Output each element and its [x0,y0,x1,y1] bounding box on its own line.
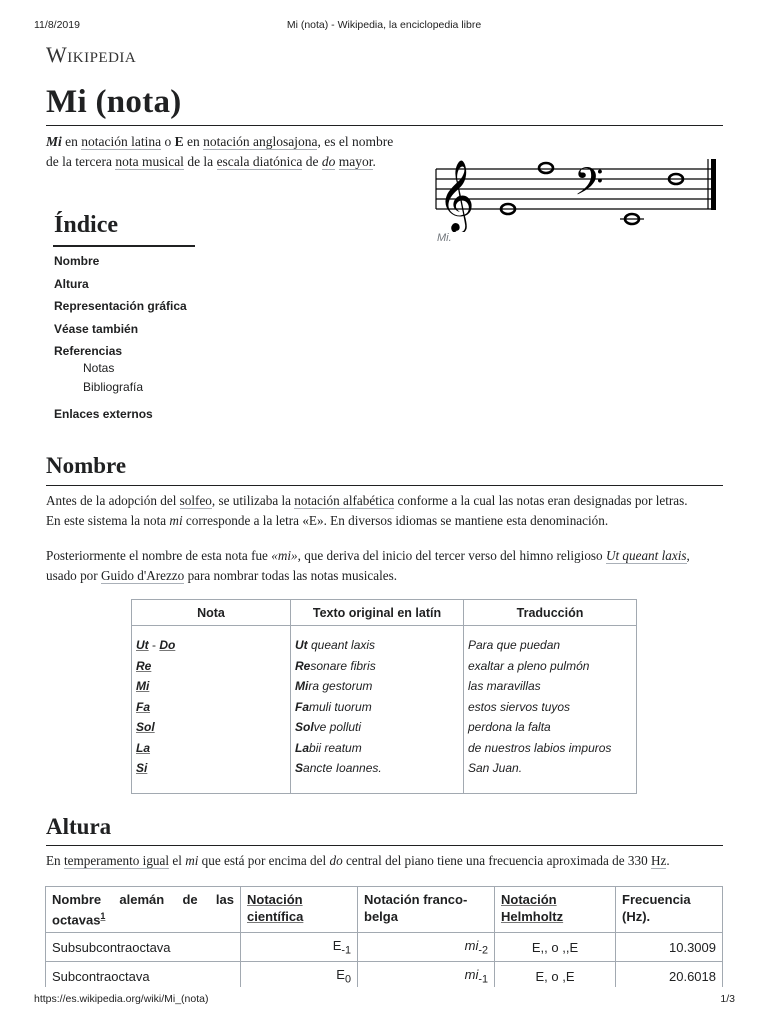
hymn-header-latin: Texto original en latín [291,600,464,626]
nombre-paragraph-1: Antes de la adopción del solfeo, se utilizaba la notación alfabética conforme a la cual las notas eran designadas por letras. En este sistema la nota mi corresponde a la letra «E». En diversos idiomas se mantiene esta denominación. [46,493,688,528]
octave-name: Subsubcontraoctava [46,933,241,962]
scientific-notation: $E_{-1}$ [241,933,358,962]
link-re[interactable]: Re [136,658,152,673]
bass-clef-icon: 𝄢 [574,159,604,213]
franco-belgian-notation: $mi_{-2}$ [358,933,495,962]
section-heading-nombre: Nombre [46,453,127,478]
print-page-number: 1/3 [720,993,735,1005]
toc-item-notas[interactable]: Notas [83,361,115,375]
toc-item-representacion[interactable]: Representación gráfica [54,299,187,313]
print-date: 11/8/2019 [34,19,80,31]
link-do[interactable]: do [321,154,336,169]
hymn-translation-cell: Para que puedan exaltar a pleno pulmón las maravillas estos siervos tuyos perdona la falta de nuestros labios impuros San Juan. [464,626,637,794]
frequency-value: 20.6018 [616,962,723,991]
altura-paragraph: En temperamento igual el mi que está por encima del do central del piano tiene una frecuencia aproximada de 330 Hz. [46,853,670,868]
helmholtz-notation: E,, o ,,E [495,933,616,962]
toc-item-nombre[interactable]: Nombre [54,254,100,268]
link-la[interactable]: La [136,740,151,755]
footnote-link[interactable]: 1 [100,911,106,921]
toc-item-altura[interactable]: Altura [54,276,89,291]
link-nota-musical[interactable]: nota musical [115,154,184,169]
link-temperamento-igual[interactable]: temperamento igual [63,853,170,868]
hymn-latin-cell: Ut queant laxis Resonare fibris Mira gestorum Famuli tuorum Solve polluti Labii reatum Sancte Ioannes. [291,626,464,794]
figure-caption: Mi. [437,232,452,244]
treble-clef-icon: 𝄞 [438,158,475,231]
link-notacion-helmholtz[interactable]: Notación Helmholtz [501,892,564,924]
scientific-notation: $E_0$ [241,962,358,991]
whole-note-icon [539,163,553,173]
link-guido-darezzo[interactable]: Guido d'Arezzo [100,568,185,583]
frequency-table [45,886,723,991]
freq-header-cientifica [241,887,358,933]
link-mayor[interactable]: mayor [338,154,373,169]
wikipedia-wordmark[interactable]: Wikipedia [46,42,137,67]
freq-header-octava: Nombre alemán de las octavas$^1$ [46,887,241,933]
print-url: https://es.wikipedia.org/wiki/Mi_(nota) [34,993,209,1005]
link-solfeo[interactable]: solfeo [179,493,212,508]
link-notacion-cientifica[interactable]: Notación científica [247,892,304,924]
link-sol[interactable]: Sol [136,720,155,734]
table-row [46,933,723,962]
toc-item-enlaces[interactable]: Enlaces externos [54,407,153,421]
frequency-value: 10.3009 [616,933,723,962]
link-notacion-anglosajona[interactable]: notación anglosajona [203,134,318,149]
helmholtz-notation: E, o ,E [495,962,616,991]
toc-item-referencias[interactable]: Referencias [54,344,123,358]
toc-item-vease[interactable]: Véase también [54,321,139,336]
octave-name: Subcontraoctava [46,962,241,991]
link-escala-diatonica[interactable]: escala diatónica [216,154,303,169]
link-si[interactable]: Si [136,761,148,775]
table-of-contents [54,252,187,428]
hymn-notes-cell: Ut - Do Re Mi Fa Sol La Si [132,626,291,794]
mi-staff-figure[interactable] [432,140,722,232]
link-do-note[interactable]: Do [159,638,176,652]
print-doc-title: Mi (nota) - Wikipedia, la enciclopedia libre [286,19,482,31]
link-notacion-alfabetica[interactable]: notación alfabética [294,493,395,508]
toc-item-bibliografia[interactable]: Bibliografía [83,380,144,394]
link-ut[interactable]: Ut [136,638,149,652]
freq-header-frecuencia: Frecuencia (Hz). [616,887,723,933]
hymn-header-nota: Nota [132,600,291,626]
link-mi[interactable]: Mi [136,679,150,693]
hymn-header-traduccion: Traducción [464,600,637,626]
nombre-paragraph-2: Posteriormente el nombre de esta nota fue «mi», que deriva del inicio del tercer verso del himno religioso Ut queant laxis, usado por Guido d'Arezzo para nombrar todas las notas musicales. [46,548,690,583]
link-fa[interactable]: Fa [136,699,151,714]
link-notacion-latina[interactable]: notación latina [81,134,162,149]
page-title: Mi (nota) [46,84,182,120]
section-heading-altura: Altura [46,814,112,839]
toc-heading: Índice [54,212,119,238]
link-hz[interactable]: Hz [650,853,667,868]
freq-header-helmholtz [495,887,616,933]
freq-header-franco-belga: Notación franco-belga [358,887,495,933]
franco-belgian-notation: $mi_{-1}$ [358,962,495,991]
intro-paragraph: Mi en notación latina o E en notación anglosajona, es el nombre de la tercera nota musical de la escala diatónica de do mayor. [46,134,394,169]
link-ut-queant-laxis[interactable]: Ut queant laxis [605,548,687,563]
hymn-table [131,599,637,794]
